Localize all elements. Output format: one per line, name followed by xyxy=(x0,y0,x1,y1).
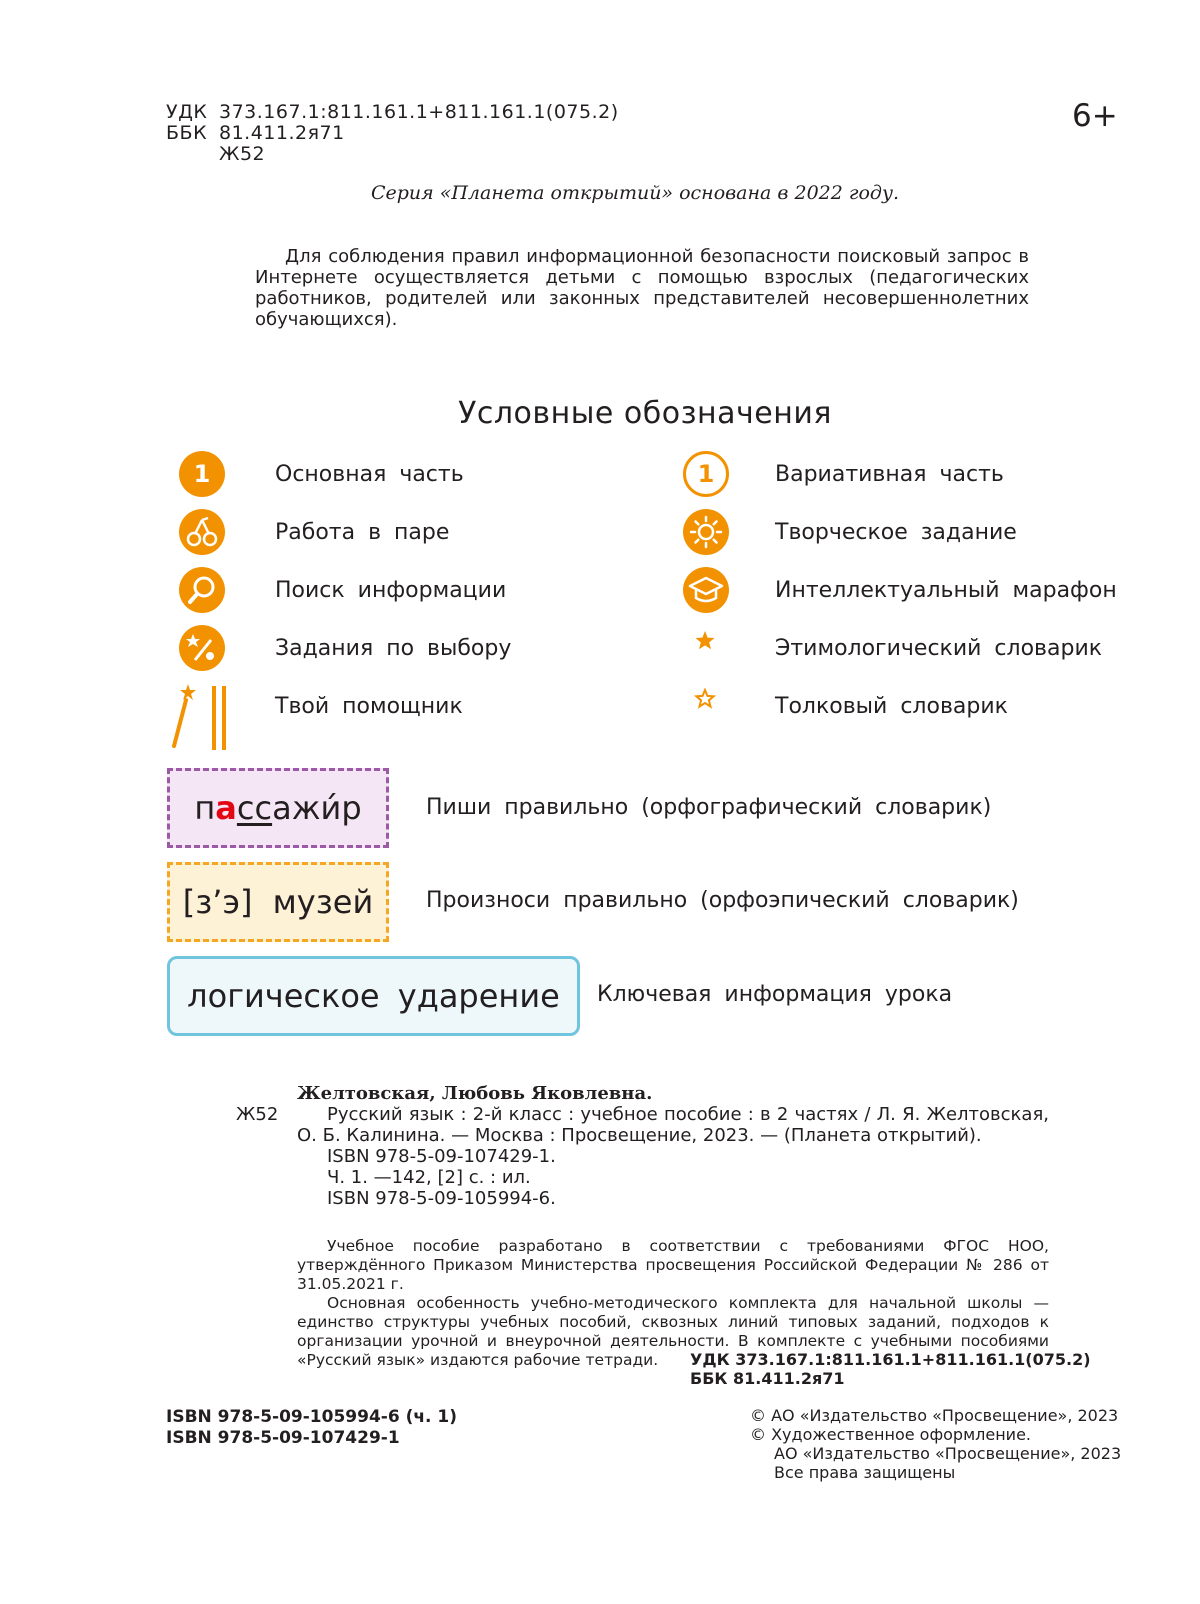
key-info-sample-box xyxy=(167,956,580,1036)
number-one-digit: 1 xyxy=(193,460,211,488)
copyright-line-1: © АО «Издательство «Просвещение», 2023 xyxy=(750,1406,1119,1425)
footer-isbn-part: ISBN 978-5-09-105994-6 (ч. 1) xyxy=(166,1407,458,1427)
pronunciation-sample-label: Произноси правильно (орфоэпический словарик) xyxy=(426,888,1019,913)
legend-label-etymology: Этимологический словарик xyxy=(775,636,1103,661)
pronunciation-sample-box xyxy=(167,862,389,942)
series-note: Серия «Планета открытий» основана в 2022 году. xyxy=(370,182,900,204)
biblio-udk: УДК 373.167.1:811.161.1+811.161.1(075.2) xyxy=(690,1350,1091,1369)
legend-label-choice: Задания по выбору xyxy=(275,636,512,661)
legend-item-helper xyxy=(170,680,236,752)
bbk-value: 81.411.2я71 xyxy=(219,122,345,144)
sun-icon xyxy=(682,508,730,556)
legend-item-etymology xyxy=(694,630,716,652)
spelling-sample-word-mid: сс xyxy=(236,789,273,827)
biblio-author: Желтовская, Любовь Яковлевна. xyxy=(297,1083,653,1104)
magic-wand-icon xyxy=(170,680,236,752)
spelling-sample-vowel: а xyxy=(215,789,237,827)
footer-isbn-set: ISBN 978-5-09-107429-1 xyxy=(166,1428,400,1448)
copyright-line-3: АО «Издательство «Просвещение», 2023 xyxy=(774,1444,1122,1463)
legend-item-creative xyxy=(682,508,730,556)
classification-codes xyxy=(166,102,619,165)
udk-value: 373.167.1:811.161.1+811.161.1(075.2) xyxy=(219,101,619,123)
legend-item-marathon xyxy=(682,566,730,614)
number-one-digit: 1 xyxy=(697,460,715,488)
rights-reserved: Все права защищены xyxy=(774,1463,956,1482)
key-info-sample-word: логическое ударение xyxy=(187,977,560,1015)
star-filled-icon xyxy=(694,630,716,652)
legend-item-explanatory xyxy=(694,688,716,710)
copyright-line-2: © Художественное оформление. xyxy=(750,1425,1031,1444)
biblio-annotation-1: Учебное пособие разработано в соответствии с требованиями ФГОС НОО, утверждённого Приказом Министерства просвещения Российской Федерации № 286 от 31.05.2021 г. xyxy=(297,1237,1049,1293)
cherries-icon xyxy=(178,508,226,556)
biblio-bbk: ББК 81.411.2я71 xyxy=(690,1369,845,1388)
age-rating: 6+ xyxy=(1072,98,1118,134)
spelling-sample-box xyxy=(167,768,389,848)
pronunciation-sample-word: [з’э] музей xyxy=(182,883,374,921)
percent-choice-icon xyxy=(178,624,226,672)
graduation-cap-icon xyxy=(682,566,730,614)
legend-item-pair xyxy=(178,508,226,556)
safety-notice: Для соблюдения правил информационной безопасности поисковый запрос в Интернете осуществляется детьми с помощью взрослых (педагогических работников, родителей или законных представителей несовершеннолетних обучающихся). xyxy=(255,246,1029,330)
udk-label: УДК xyxy=(166,101,208,123)
biblio-title-line: Русский язык : 2-й класс : учебное пособие : в 2 частях / Л. Я. Желтовская, О. Б. Калинина. — Москва : Просвещение, 2023. — (Планета открытий). xyxy=(297,1104,1049,1146)
legend-item-search xyxy=(178,566,226,614)
biblio-isbn-set: ISBN 978-5-09-107429-1. xyxy=(327,1146,556,1167)
spelling-sample-word-end: ажи́р xyxy=(272,789,362,827)
biblio-author-mark: Ж52 xyxy=(236,1104,279,1125)
legend-item-variative xyxy=(682,450,730,498)
bbk-label: ББК xyxy=(166,122,208,144)
biblio-classification xyxy=(690,1350,1091,1388)
key-info-sample-label: Ключевая информация урока xyxy=(597,982,953,1007)
legend-item-main xyxy=(178,450,226,498)
biblio-isbn-part: ISBN 978-5-09-105994-6. xyxy=(327,1188,556,1209)
legend-title: Условные обозначения xyxy=(458,396,832,431)
spelling-sample-word-start: п xyxy=(194,789,216,827)
legend-label-main: Основная часть xyxy=(275,462,464,487)
spelling-sample-label: Пиши правильно (орфографический словарик) xyxy=(426,795,992,820)
author-mark: Ж52 xyxy=(219,143,266,165)
biblio-record xyxy=(297,1083,1049,1209)
star-outline-icon xyxy=(694,688,716,710)
spelling-sample-word xyxy=(194,789,361,827)
footer-isbn xyxy=(166,1407,457,1449)
legend-label-creative: Творческое задание xyxy=(775,520,1017,545)
number-one-filled-icon xyxy=(178,450,226,498)
legend-label-explanatory: Толковый словарик xyxy=(775,694,1008,719)
legend-item-choice xyxy=(178,624,226,672)
biblio-part: Ч. 1. —142, [2] с. : ил. xyxy=(327,1167,531,1188)
legend-label-pair: Работа в паре xyxy=(275,520,450,545)
legend-label-variative: Вариативная часть xyxy=(775,462,1004,487)
legend-label-marathon: Интеллектуальный марафон xyxy=(775,578,1117,603)
number-one-outline-icon xyxy=(682,450,730,498)
magnifier-icon xyxy=(178,566,226,614)
copyright-block xyxy=(750,1406,1121,1482)
legend-label-search: Поиск информации xyxy=(275,578,507,603)
biblio-annotation-2: Основная особенность учебно-методического комплекта для начальной школы — единство структуры учебных пособий, сквозных линий типовых заданий, подходов к организации урочной и внеурочной деятельности. В комплекте с учебными пособиями «Русский язык» издаются рабочие тетради. xyxy=(297,1294,1049,1369)
legend-label-helper: Твой помощник xyxy=(275,694,463,719)
